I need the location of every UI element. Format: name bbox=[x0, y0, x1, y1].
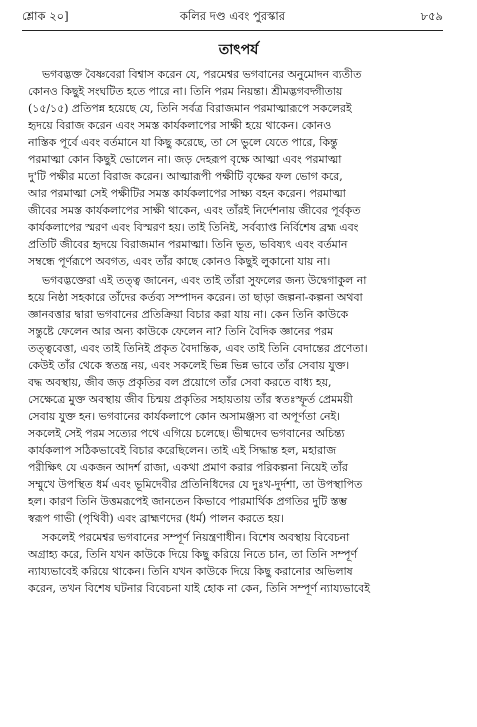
text-line: পরমাত্মা কোন কিছুই ভোলেন না। জড় দেহরূপ বৃক্ষে আত্মা এবং পরমাত্মা bbox=[28, 153, 342, 166]
paragraph bbox=[28, 272, 445, 527]
text-line: জ্ঞানবত্তার দ্বারা ভগবানের প্রতিক্রিয়া বিচার করা যায় না। কেন তিনি কাউকে bbox=[28, 308, 349, 321]
text-line: ভগবদ্ভক্ত বৈষ্ণবেরা বিশ্বাস করেন যে, পরমেশ্বর ভগবানের অনুমোদন ব্যতীত bbox=[42, 68, 362, 81]
paragraph bbox=[28, 66, 445, 270]
text-line: অগ্রাহ্য করে, তিনি যখন কাউকে দিয়ে কিছু করিয়ে নিতে চান, তা তিনি সম্পূর্ণ bbox=[28, 548, 357, 561]
paragraph bbox=[28, 529, 445, 597]
text-line: জীবের সমস্ত কার্যকলাপের সাক্ষী থাকেন, এবং তাঁরই নির্দেশনায় জীবের পূর্বকৃত bbox=[28, 204, 361, 217]
text-line: সকলেই সেই পরম সত্যের পথে এগিয়ে চলেছে। ভীষ্মদেব ভগবানের অচিন্ত্য bbox=[28, 427, 345, 440]
chapter-title: কলির দণ্ড এবং পুরস্কার bbox=[179, 8, 286, 23]
page-number: ৮৫৯ bbox=[420, 8, 443, 23]
text-line: সম্বন্ধে পূর্ণরূপে অবগত, এবং তাঁর কাছে কোনও কিছুই লুকানো যায় না। bbox=[28, 255, 331, 268]
text-line: বদ্ধ অবস্থায়, জীব জড় প্রকৃতির বল প্রয়োগে তাঁর সেবা করতে বাধ্য হয়, bbox=[28, 376, 332, 389]
text-line: সেবায় যুক্ত হন। ভগবানের কার্যকলাপে কোন অসামঞ্জস্য বা অপূর্ণতা নেই। bbox=[28, 410, 341, 423]
text-line: হৃদয়ে বিরাজ করেন এবং সমস্ত কার্যকলাপের সাক্ষী হয়ে থাকেন। কোনও bbox=[28, 119, 332, 132]
text-line: ন্যায্যভাবেই করিয়ে থাকেন। তিনি যখন কাউকে দিয়ে কিছু করানোর অভিলাষ bbox=[28, 565, 353, 578]
text-line: আর পরমাত্মা সেই পক্ষীটির সমস্ত কার্যকলাপের সাক্ষ্য বহন করেন। পরমাত্মা bbox=[28, 187, 346, 200]
purport-heading: তাৎপর্য bbox=[218, 42, 259, 58]
purport-body bbox=[28, 66, 445, 597]
text-line: সম্মুখে উপস্থিত ধর্ম এবং ভূমিদেবীর প্রতিনিধিদের যে দুঃখ-দুর্দশা, তা উপস্থাপিত bbox=[28, 478, 363, 491]
text-line: স্বরূপ গাভী (পৃথিবী) এবং ব্রাহ্মণদের (ধর্ম) পালন করতে হয়। bbox=[28, 512, 284, 525]
text-line: তত্ত্ববেত্তা, এবং তাই তিনিই প্রকৃত বৈদান্তিক, এবং তাই তিনি বেদান্তের প্রণেতা। bbox=[28, 342, 368, 355]
text-line: কার্যকলাপের স্মরণ এবং বিস্মরণ হয়। তাই তিনিই, সর্বব্যাপ্ত নির্বিশেষ ব্রহ্ম এবং bbox=[28, 221, 359, 234]
text-line: করেন, তখন বিশেষ ঘটনার বিবেচনা যাই হোক না কেন, তিনি সম্পূর্ণ ন্যায্যভাবেই bbox=[28, 582, 370, 595]
text-line: হয়ে নিষ্ঠা সহকারে তাঁদের কর্তব্য সম্পাদন করেন। তা ছাড়া জল্পনা-কল্পনা অথবা bbox=[28, 291, 363, 304]
verse-reference: শ্লোক ২০] bbox=[22, 8, 69, 23]
text-line: সেক্ষেত্রে মুক্ত অবস্থায় জীব চিন্ময় প্রকৃতির সহায়তায় তাঁর স্বতঃস্ফূর্ত প্রেমময়ী bbox=[28, 393, 353, 406]
text-line: কেউই তাঁর থেকে স্বতন্ত্র নয়, এবং সকলেই ভিন্ন ভিন্ন ভাবে তাঁর সেবায় যুক্ত। bbox=[28, 359, 350, 372]
text-line: দু'টি পক্ষীর মতো বিরাজ করেন। আত্মারূপী পক্ষীটি বৃক্ষের ফল ভোগ করে, bbox=[28, 170, 343, 183]
text-line: সকলেই পরমেশ্বর ভগবানের সম্পূর্ণ নিয়ন্ত্রণাধীন। বিশেষ অবস্থায় বিবেচনা bbox=[42, 531, 350, 544]
text-line: নাস্তিক পূর্বে এবং বর্তমানে যা কিছু করেছে, তা সে ভুলে যেতে পারে, কিন্তু bbox=[28, 136, 338, 149]
text-line: কোনও কিছুই সংঘটিত হতে পারে না। তিনি পরম নিয়ন্তা। শ্রীমদ্ভগবদ্গীতায় bbox=[28, 85, 343, 98]
text-line: ভগবদ্ভক্তেরা এই তত্ত্ব জানেন, এবং তাই তাঁরা সুফলের জন্য উদ্বেগাকুল না bbox=[42, 274, 367, 287]
text-line: পরীক্ষিৎ যে একজন আদর্শ রাজা, একথা প্রমাণ করার পরিকল্পনা নিয়েই তাঁর bbox=[28, 461, 348, 474]
text-line: প্রতিটি জীবের হৃদয়ে বিরাজমান পরমাত্মা। তিনি ভূত, ভবিষ্যৎ এবং বর্তমান bbox=[28, 238, 348, 251]
text-line: হল। কারণ তিনি উত্তমরূপেই জানতেন কিভাবে পারমার্থিক প্রগতির দুটি স্তম্ভ bbox=[28, 495, 348, 508]
header-rule bbox=[22, 30, 443, 31]
text-line: কার্যকলাপ সঠিকভাবেই বিচার করেছিলেন। তাই এই সিদ্ধান্ত হল, মহারাজ bbox=[28, 444, 336, 457]
text-line: সন্তুষ্টে ফেলেন আর অন্য কাউকে ফেলেন না? তিনি বৈদিক জ্ঞানের পরম bbox=[28, 325, 334, 338]
running-header bbox=[22, 6, 443, 28]
text-line: (১৫/১৫) প্রতিপন্ন হয়েছে যে, তিনি সর্বত্র বিরাজমান পরমাত্মারূপে সকলেরই bbox=[28, 102, 352, 115]
